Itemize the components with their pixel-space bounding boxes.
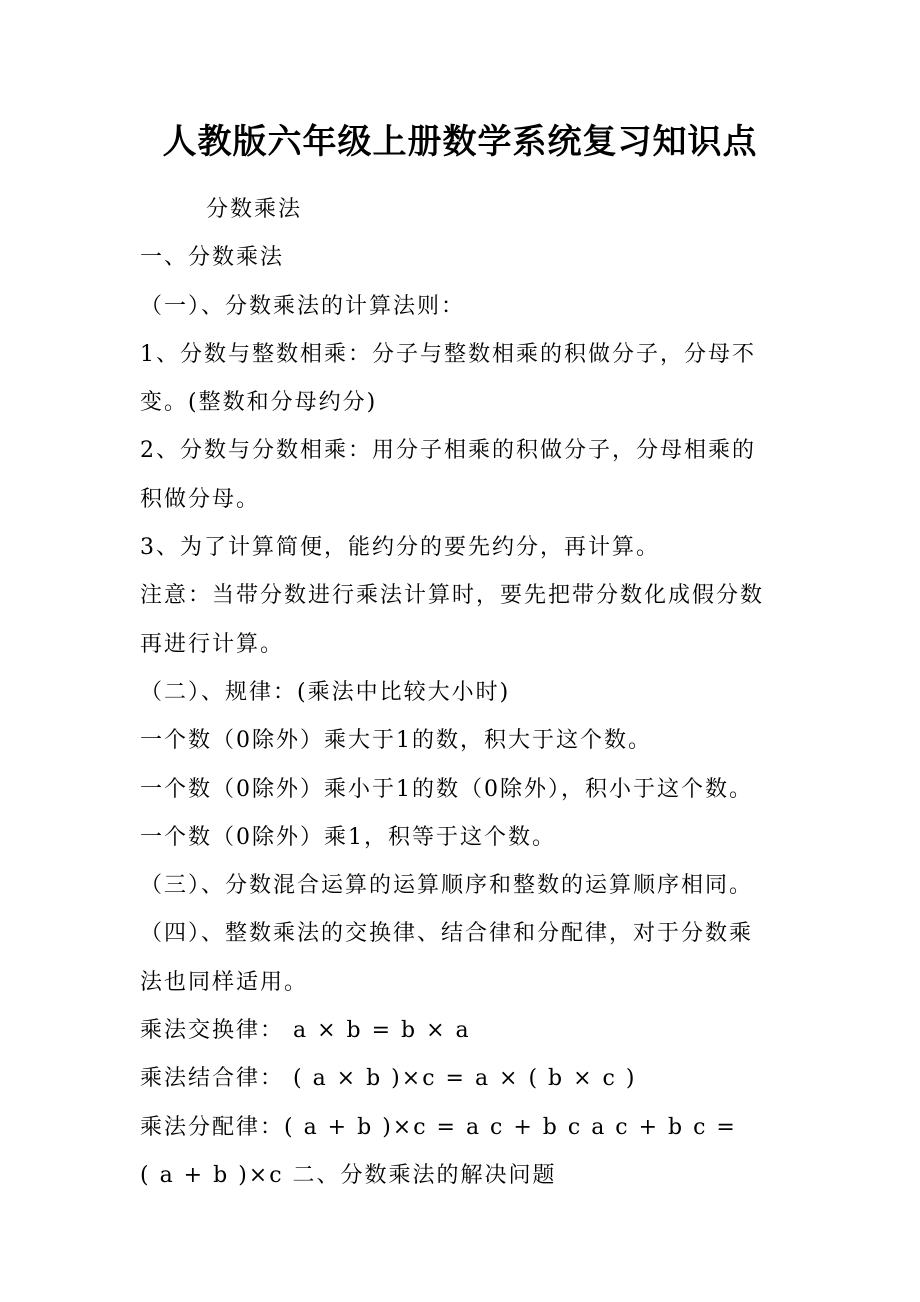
formula-line: ( a + b )×c 二、分数乘法的解决问题: [140, 1162, 557, 1188]
paragraph-line: 法也同样适用。: [140, 969, 309, 995]
chapter-heading: 一、分数乘法: [140, 245, 285, 271]
subsection-heading: （二）、规律：(乘法中比较大小时): [140, 679, 511, 705]
document-body: [140, 186, 800, 1200]
subsection-heading: （四）、整数乘法的交换律、结合律和分配律，对于分数乘: [140, 921, 754, 947]
paragraph-line: 变。(整数和分母约分): [140, 390, 378, 416]
formula-line: 乘法交换律： a × b = b × a: [140, 1018, 471, 1044]
note-line: 再进行计算。: [140, 631, 285, 657]
subsection-heading: （三）、分数混合运算的运算顺序和整数的运算顺序相同。: [140, 873, 754, 899]
formula-line: 乘法分配律：( a + b )×c = a c + b c a c + b c =: [140, 1114, 737, 1140]
formula-line: 乘法结合律： ( a × b )×c = a × ( b × c ): [140, 1066, 637, 1092]
rule-line: 一个数（0除外）乘小于1的数（0除外），积小于这个数。: [140, 776, 753, 802]
paragraph-line: 3、为了计算简便，能约分的要先约分，再计算。: [140, 535, 660, 561]
section-heading: 分数乘法: [206, 197, 303, 222]
paragraph-line: 2、分数与分数相乘：用分子相乘的积做分子，分母相乘的: [140, 438, 756, 464]
rule-line: 一个数（0除外）乘1，积等于这个数。: [140, 824, 556, 850]
rule-line: 一个数（0除外）乘大于1的数，积大于这个数。: [140, 728, 652, 754]
document-title: 人教版六年级上册数学系统复习知识点: [162, 122, 758, 162]
paragraph-line: 1、分数与整数相乘：分子与整数相乘的积做分子，分母不: [140, 341, 756, 367]
paragraph-line: 积做分母。: [140, 486, 261, 512]
subsection-heading: （一）、分数乘法的计算法则：: [140, 293, 466, 319]
note-line: 注意：当带分数进行乘法计算时，要先把带分数化成假分数: [140, 583, 765, 609]
